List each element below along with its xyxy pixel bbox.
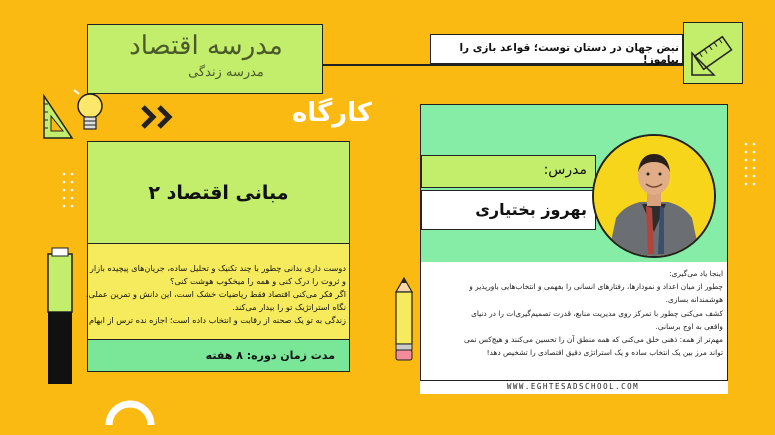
double-chevron-right-icon xyxy=(140,104,180,130)
workshop-label: کارگاه xyxy=(291,98,373,128)
learn-line: چطور از میان اعداد و نمودارها، رفتارهای انسانی را بفهمی و انتخاب‌هایی باورپذیر و xyxy=(469,282,723,292)
teacher-label: مدرس: xyxy=(543,162,587,178)
duration-bar xyxy=(88,339,349,371)
learning-outcomes xyxy=(431,267,723,359)
geometry-set-icon xyxy=(683,22,743,84)
course-description xyxy=(85,262,346,327)
eraser-icon xyxy=(42,246,78,386)
logo xyxy=(87,24,323,94)
course-title-panel xyxy=(88,142,349,244)
teacher-name: بهروز بختیاری xyxy=(475,200,587,219)
learn-line: واقعی به اوج برسانی. xyxy=(655,321,723,331)
teacher-name-box xyxy=(421,190,596,230)
description-line: زندگی به تو یک صحنه از رقابت و انتخاب داده است؛ اجازه نده ترس از ابهام xyxy=(88,315,346,325)
learn-line: تواند مرز بین یک انتخاب ساده و یک استراتژی دقیق اقتصادی را تشخیص دهد! xyxy=(486,348,723,358)
slogan-banner xyxy=(430,34,683,64)
teacher-panel xyxy=(421,105,727,262)
logo-main-text: مدرسه اقتصاد xyxy=(129,31,283,61)
description-line: نگاه استراتژیک تو را بیدار می‌کند. xyxy=(232,302,346,312)
course-title: مبانی اقتصاد ۲ xyxy=(148,182,289,204)
teacher-photo xyxy=(592,134,716,258)
learn-line: مهم‌تر از همه: ذهنی خلق می‌کنی که همه منطق آن را تحسین می‌کنند و هیچ‌کس نمی xyxy=(464,335,723,345)
dot-grid-icon xyxy=(60,170,80,220)
dot-grid-icon xyxy=(742,140,762,200)
logo-sub-text: مدرسه زندگی xyxy=(188,65,264,80)
learn-line: هوشمندانه بسازی. xyxy=(665,295,723,305)
teacher-label-box xyxy=(421,155,596,188)
teacher-card xyxy=(420,104,728,394)
description-line: دوست داری بدانی چطور با چند تکنیک و تحلیل ساده، جریان‌های پیچیده بازار xyxy=(89,263,346,273)
website-strip xyxy=(420,380,728,394)
learn-line: اینجا یاد می‌گیری: xyxy=(669,269,723,278)
website-url[interactable]: WWW.EGHTESADSCHOOL.COM xyxy=(506,382,640,391)
learn-line: کشف می‌کنی چطور با تمرکز روی مدیریت منابع، قدرت تصمیم‌گیری‌ات را در دنیای xyxy=(471,308,723,318)
course-description-panel xyxy=(85,244,349,339)
description-line: اگر فکر می‌کنی اقتصاد فقط ریاضیات خشک است، این دانش و تمرین عملی، xyxy=(85,289,346,299)
course-duration: مدت زمان دوره: ۸ هفته xyxy=(205,349,335,362)
semicircle-icon xyxy=(105,385,155,435)
description-line: و ثروت را درک کنی و همه را میخکوب هوشت کنی؟ xyxy=(170,276,346,286)
pencil-icon xyxy=(393,276,415,362)
course-card xyxy=(87,141,350,372)
slogan-text: نبض جهان در دستان توست؛ قواعد بازی را بیاموز! xyxy=(459,42,679,66)
